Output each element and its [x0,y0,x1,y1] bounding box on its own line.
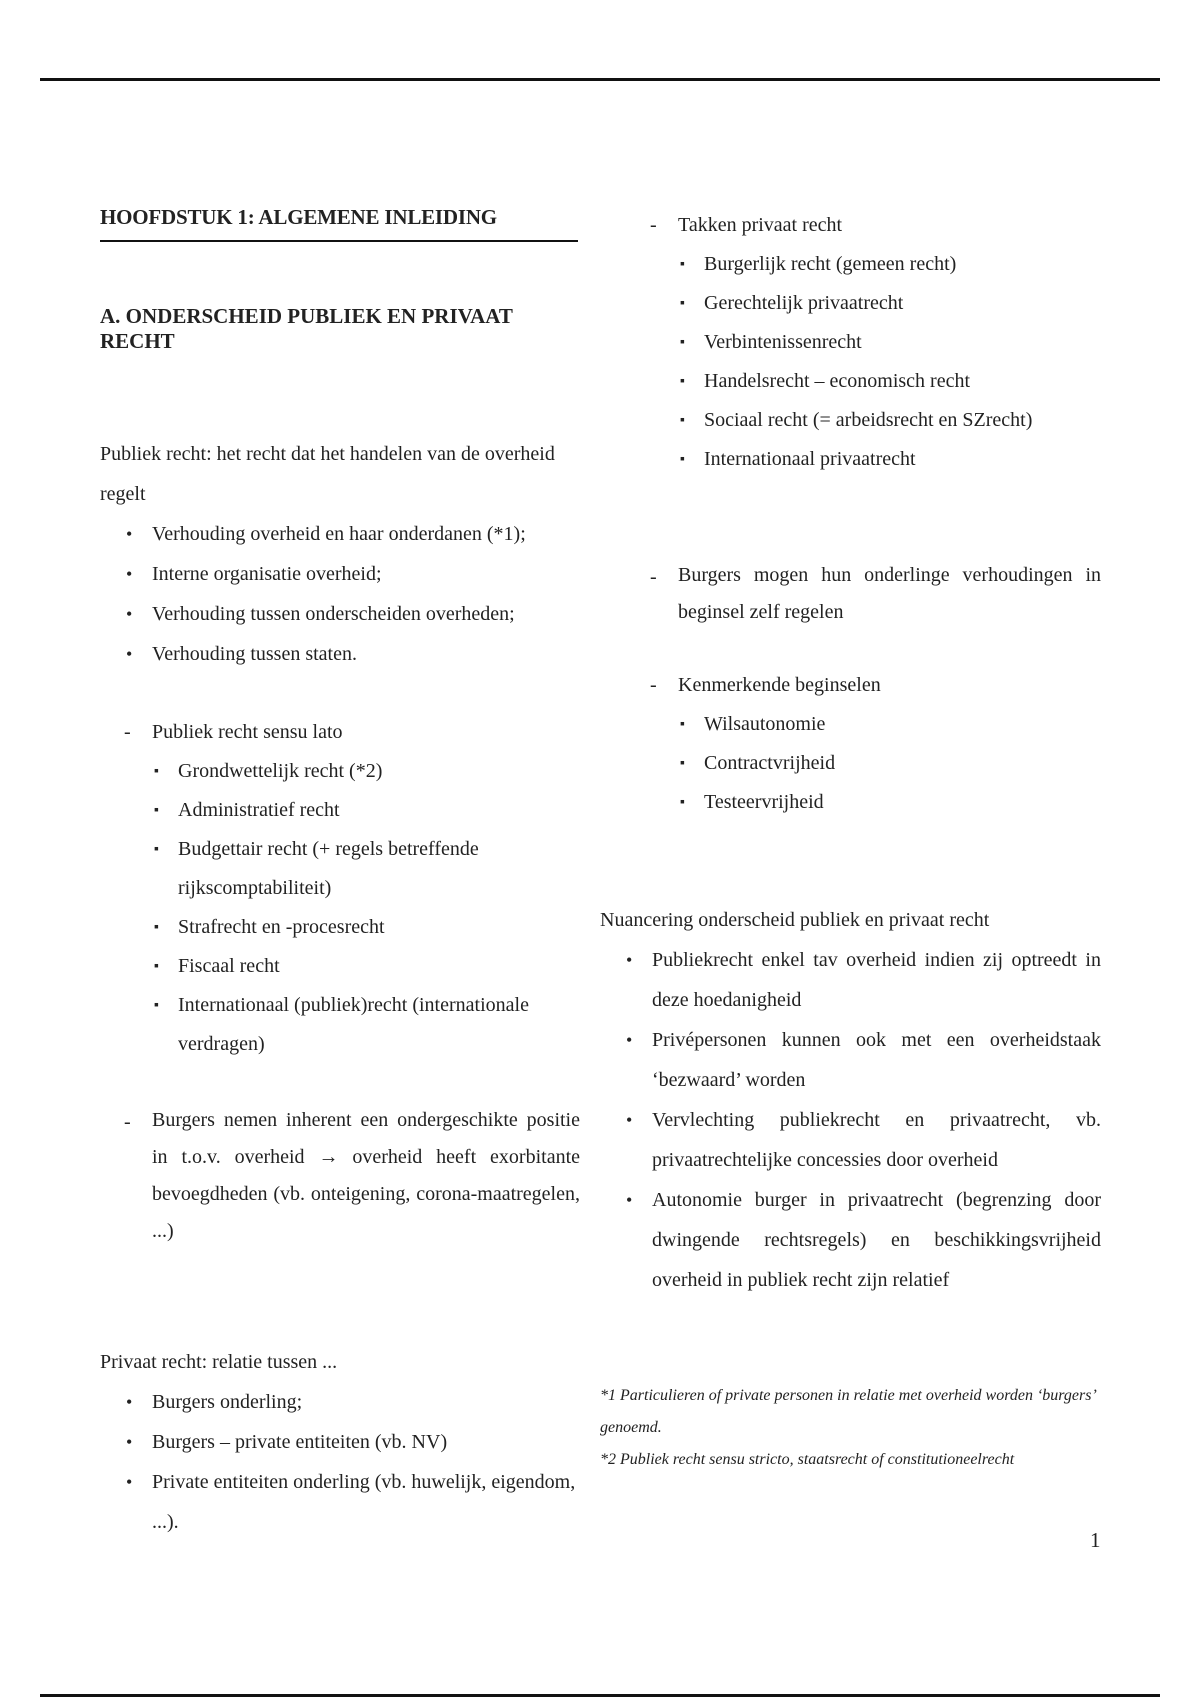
list-item: ▪ Administratief recht [152,791,580,830]
nuancering-list [600,940,1101,1300]
sensu-lato-label: Publiek recht sensu lato [152,721,343,743]
list-item: • Burgers – private entiteiten (vb. NV) [100,1422,580,1462]
publiek-recht-intro: Publiek recht: het recht dat het handelen van de overheid regelt [100,443,555,505]
takken-block [626,205,1101,479]
takken-label: Takken privaat recht [678,214,843,236]
sensu-lato-block [100,712,580,1064]
list-item: • Verhouding overheid en haar onderdanen (*1); [100,514,580,554]
chapter-title: HOOFDSTUK 1: ALGEMENE INLEIDING [100,205,578,242]
nuancering-intro: Nuancering onderscheid publiek en privaat recht [600,909,990,931]
list-item: • Interne organisatie overheid; [100,554,580,594]
burgers-verhoudingen-block [626,557,1101,631]
dash-marker: - [650,214,657,236]
dash-marker: - [124,721,131,743]
list-item: ▪ Contractvrijheid [678,744,1101,783]
list-item: • Verhouding tussen staten. [100,634,580,674]
list-item: ▪ Verbintenissenrecht [678,323,1101,362]
left-column [100,205,580,1542]
list-item: • Burgers onderling; [100,1382,580,1422]
list-item: ▪ Sociaal recht (= arbeidsrecht en SZrecht) [678,401,1101,440]
dash-marker: - [650,566,657,588]
bottom-rule [40,1694,1160,1697]
list-item: • Verhouding tussen onderscheiden overheden; [100,594,580,634]
footnote-1: *1 Particulieren of private personen in relatie met overheid worden ‘burgers’ genoemd. [600,1387,1096,1436]
burgers-positie-text: Burgers nemen inherent een ondergeschikte positie in t.o.v. overheid → overheid heeft exorbitante bevoegdheden (vb. onteigening, corona-maatregelen, ...) [152,1109,580,1242]
page-number: 1 [1090,1528,1101,1552]
list-item: • Autonomie burger in privaatrecht (begrenzing door dwingende rechtsregels) en beschikkingsvrijheid overheid in publiek recht zijn relatief [600,1180,1101,1300]
list-item: ▪ Fiscaal recht [152,947,580,986]
list-item: ▪ Grondwettelijk recht (*2) [152,752,580,791]
list-item: ▪ Strafrecht en -procesrecht [152,908,580,947]
list-item: • Privépersonen kunnen ook met een overheidstaak ‘bezwaard’ worden [600,1020,1101,1100]
list-item: ▪ Gerechtelijk privaatrecht [678,284,1101,323]
privaat-recht-list [100,1382,580,1542]
list-item: ▪ Testeervrijheid [678,783,1101,822]
sensu-lato-list [152,752,580,1064]
footnote-2: *2 Publiek recht sensu stricto, staatsrecht of constitutioneelrecht [600,1451,1015,1468]
list-item: ▪ Budgettair recht (+ regels betreffende rijkscomptabiliteit) [152,830,580,908]
list-item: ▪ Burgerlijk recht (gemeen recht) [678,245,1101,284]
list-item: • Private entiteiten onderling (vb. huwelijk, eigendom, ...). [100,1462,580,1542]
burgers-positie-block [100,1102,580,1250]
list-item: ▪ Handelsrecht – economisch recht [678,362,1101,401]
footnotes [600,1380,1101,1476]
list-item: • Publiekrecht enkel tav overheid indien zij optreedt in deze hoedanigheid [600,940,1101,1020]
list-item: ▪ Internationaal (publiek)recht (internationale verdragen) [152,986,580,1064]
publiek-recht-list [100,514,580,674]
privaat-recht-intro: Privaat recht: relatie tussen ... [100,1351,338,1373]
top-rule [40,78,1160,81]
takken-list [678,245,1101,479]
dash-marker: - [650,674,657,696]
kenmerken-block [626,665,1101,822]
list-item: • Vervlechting publiekrecht en privaatrecht, vb. privaatrechtelijke concessies door overheid [600,1100,1101,1180]
list-item: ▪ Wilsautonomie [678,705,1101,744]
list-item: ▪ Internationaal privaatrecht [678,440,1101,479]
burgers-verhoudingen-text: Burgers mogen hun onderlinge verhoudingen in beginsel zelf regelen [678,564,1101,623]
kenmerken-label: Kenmerkende beginselen [678,674,881,696]
dash-marker: - [124,1111,131,1133]
right-column [600,205,1101,1476]
kenmerken-list [678,705,1101,822]
section-title: A. ONDERSCHEID PUBLIEK EN PRIVAAT RECHT [100,304,513,353]
